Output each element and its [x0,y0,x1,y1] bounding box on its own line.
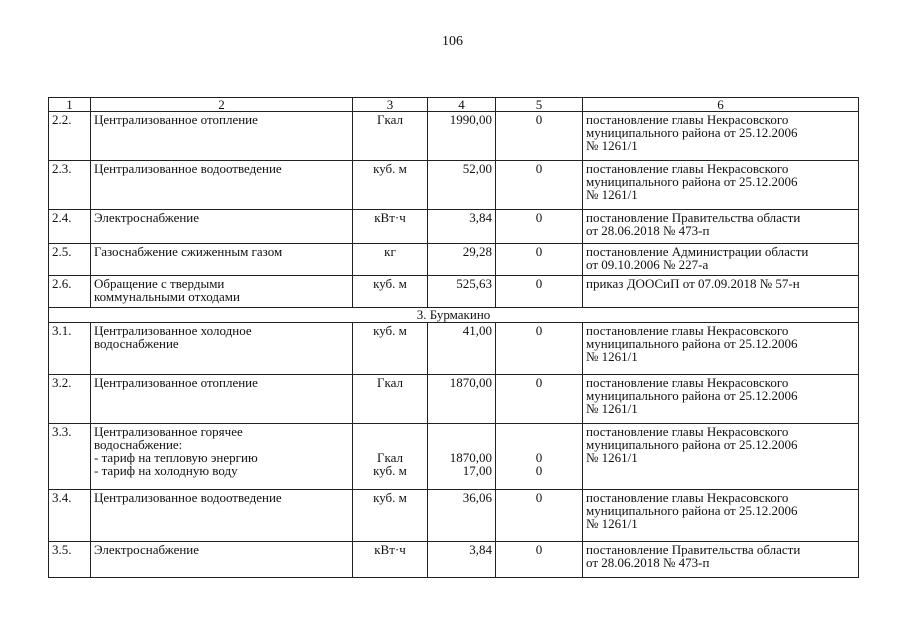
col5-value [496,424,583,490]
legal-basis-line: № 1261/1 [586,187,638,202]
legal-basis-line: от 09.10.2006 № 227-а [586,257,709,272]
service-name [91,375,353,424]
service-name-line: Обращение с твердыми [94,276,225,291]
legal-basis-line: постановление Администрации области [586,244,809,259]
service-name-line: Газоснабжение сжиженным газом [94,244,283,259]
section-title: 3. Бурмакино [49,308,859,323]
service-name-line: Централизованное отопление [94,112,258,127]
legal-basis-line: муниципального района от 25.12.2006 [586,125,798,140]
service-name-line: водоснабжение: [94,437,183,452]
tariff-value-line: 1870,00 [449,450,492,465]
service-name-line: Централизованное водоотведение [94,161,282,176]
row-number: 3.2. [49,375,91,424]
tariff-value: 29,28 [428,244,496,276]
row-number: 3.4. [49,490,91,542]
tariff-value: 52,00 [428,161,496,210]
table-row [49,424,859,490]
unit-cell: Гкал [353,112,428,161]
tariff-value: 3,84 [428,210,496,244]
col5-value-spacer [499,425,579,438]
col5-value: 0 [496,210,583,244]
service-name [91,323,353,375]
header-cell: 4 [428,98,496,112]
col5-value: 0 [496,112,583,161]
service-name [91,210,353,244]
unit-cell [353,424,428,490]
tariff-table [48,97,859,578]
service-name-line: коммунальными отходами [94,289,240,304]
service-name-line: водоснабжение [94,336,179,351]
table-row [49,323,859,375]
col5-value-line: 0 [535,450,543,465]
col5-value: 0 [496,375,583,424]
header-cell: 1 [49,98,91,112]
legal-basis-line: муниципального района от 25.12.2006 [586,336,798,351]
section-row [49,308,859,323]
row-number: 2.4. [49,210,91,244]
service-name-line: - тариф на тепловую энергию [94,450,258,465]
row-number: 2.5. [49,244,91,276]
col5-value: 0 [496,276,583,308]
service-name-line: Централизованное холодное [94,323,252,338]
col5-value: 0 [496,244,583,276]
service-name-line: Электроснабжение [94,210,200,225]
legal-basis-line: постановление главы Некрасовского [586,112,789,127]
legal-basis [583,244,859,276]
legal-basis-line: № 1261/1 [586,138,638,153]
unit-cell: куб. м [353,276,428,308]
legal-basis-line: от 28.06.2018 № 473-п [586,555,710,570]
service-name-line: Электроснабжение [94,542,200,557]
tariff-value: 1870,00 [428,375,496,424]
legal-basis-line: постановление Правительства области [586,210,801,225]
tariff-value-spacer [431,425,492,438]
row-number: 3.5. [49,542,91,578]
legal-basis-line: от 28.06.2018 № 473-п [586,223,710,238]
table-row [49,490,859,542]
legal-basis-line: № 1261/1 [586,349,638,364]
legal-basis-line: № 1261/1 [586,450,638,465]
service-name-line: Централизованное водоотведение [94,490,282,505]
row-number: 3.3. [49,424,91,490]
legal-basis [583,424,859,490]
tariff-value: 36,06 [428,490,496,542]
unit-cell: куб. м [353,323,428,375]
legal-basis-line: постановление Правительства области [586,542,801,557]
legal-basis-line: муниципального района от 25.12.2006 [586,437,798,452]
legal-basis-line: приказ ДООСиП от 07.09.2018 № 57-н [586,276,800,291]
service-name [91,161,353,210]
legal-basis-line: постановление главы Некрасовского [586,424,789,439]
table-row [49,210,859,244]
table-row [49,244,859,276]
table-row [49,276,859,308]
unit-cell: куб. м [353,490,428,542]
unit-cell-spacer [356,425,424,438]
tariff-value: 41,00 [428,323,496,375]
unit-cell: кВт·ч [353,542,428,578]
row-number: 2.6. [49,276,91,308]
service-name [91,112,353,161]
legal-basis [583,276,859,308]
unit-cell-line: Гкал [376,450,403,465]
service-name [91,542,353,578]
table-header-row [49,98,859,112]
unit-cell: Гкал [353,375,428,424]
service-name [91,244,353,276]
legal-basis [583,323,859,375]
tariff-value: 3,84 [428,542,496,578]
col5-value: 0 [496,490,583,542]
legal-basis [583,490,859,542]
legal-basis-line: постановление главы Некрасовского [586,375,789,390]
legal-basis-line: № 1261/1 [586,516,638,531]
legal-basis-line: № 1261/1 [586,401,638,416]
legal-basis-line: постановление главы Некрасовского [586,161,789,176]
header-cell: 3 [353,98,428,112]
service-name [91,276,353,308]
tariff-value: 525,63 [428,276,496,308]
service-name-line: Централизованное горячее [94,424,243,439]
service-name [91,490,353,542]
service-name-line: Централизованное отопление [94,375,258,390]
tariff-value-line: 17,00 [462,463,492,478]
service-name-line: - тариф на холодную воду [94,463,238,478]
tariff-value: 1990,00 [428,112,496,161]
row-number: 3.1. [49,323,91,375]
page-number: 106 [442,34,463,49]
table-row [49,542,859,578]
legal-basis [583,542,859,578]
tariff-value [428,424,496,490]
unit-cell: кВт·ч [353,210,428,244]
legal-basis-line: постановление главы Некрасовского [586,490,789,505]
legal-basis [583,375,859,424]
table-row [49,375,859,424]
legal-basis-line: муниципального района от 25.12.2006 [586,174,798,189]
legal-basis-line: муниципального района от 25.12.2006 [586,503,798,518]
legal-basis-line: постановление главы Некрасовского [586,323,789,338]
col5-value: 0 [496,161,583,210]
legal-basis [583,210,859,244]
table-row [49,161,859,210]
legal-basis-line: муниципального района от 25.12.2006 [586,388,798,403]
legal-basis [583,112,859,161]
service-name [91,424,353,490]
unit-cell: куб. м [353,161,428,210]
col5-value-line: 0 [535,463,543,478]
col5-value: 0 [496,323,583,375]
header-cell: 6 [583,98,859,112]
unit-cell: кг [353,244,428,276]
legal-basis [583,161,859,210]
header-cell: 2 [91,98,353,112]
row-number: 2.2. [49,112,91,161]
table-row [49,112,859,161]
row-number: 2.3. [49,161,91,210]
header-cell: 5 [496,98,583,112]
unit-cell-line: куб. м [373,463,407,478]
col5-value: 0 [496,542,583,578]
